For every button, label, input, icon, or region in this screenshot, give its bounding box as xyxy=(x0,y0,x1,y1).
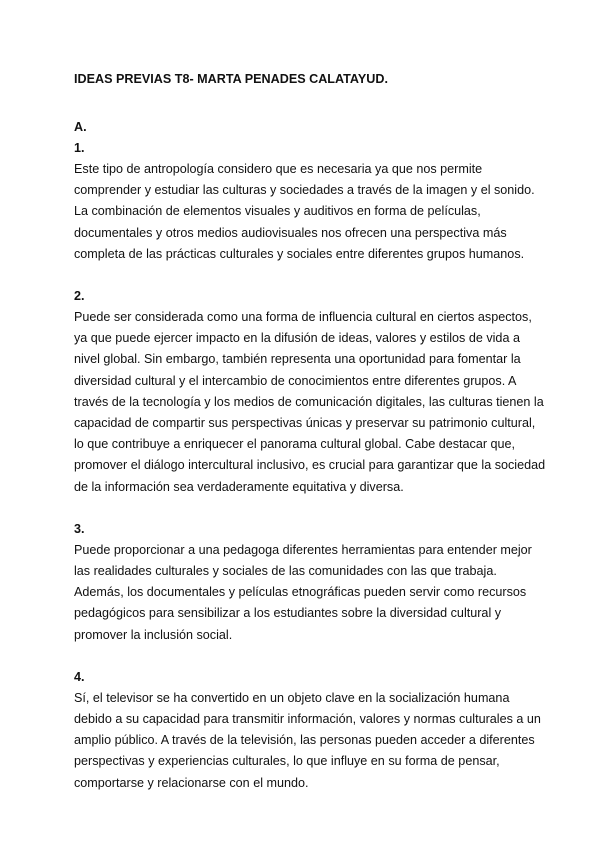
section-letter: A. xyxy=(74,120,87,134)
question-2 xyxy=(74,286,546,498)
question-number: 4. xyxy=(74,669,85,684)
text-line: capacidad de compartir sus perspectivas únicas y preservar su patrimonio cultural, xyxy=(74,416,536,431)
text-line: Además, los documentales y películas etnográficas pueden servir como recursos xyxy=(74,585,527,600)
text-line: Puede ser considerada como una forma de influencia cultural en ciertos aspectos, xyxy=(74,310,532,325)
text-line: las realidades culturales y sociales de las comunidades con las que trabaja. xyxy=(74,564,497,579)
answer-paragraph xyxy=(74,540,534,646)
answer-paragraph xyxy=(74,159,534,265)
text-line: documentales y otros medios audiovisuales nos ofrecen una perspectiva más xyxy=(74,225,507,240)
text-line: debido a su capacidad para transmitir información, valores y normas culturales a un xyxy=(74,712,541,727)
question-3 xyxy=(74,519,534,646)
text-line: nivel global. Sin embargo, también representa una oportunidad para fomentar la xyxy=(74,352,521,367)
text-line: de la información sea verdaderamente equitativa y diversa. xyxy=(74,479,404,494)
question-number: 3. xyxy=(74,521,85,536)
text-line: amplio público. A través de la televisión, las personas pueden acceder a diferentes xyxy=(74,733,535,748)
text-line: través de la tecnología y los medios de comunicación digitales, las culturas tienen la xyxy=(74,394,544,409)
question-4 xyxy=(74,667,541,794)
answer-paragraph xyxy=(74,688,541,794)
text-line: Puede proporcionar a una pedagoga diferentes herramientas para entender mejor xyxy=(74,542,532,557)
text-line: La combinación de elementos visuales y auditivos en forma de películas, xyxy=(74,204,481,219)
text-line: Este tipo de antropología considero que es necesaria ya que nos permite xyxy=(74,162,483,176)
document-title: IDEAS PREVIAS T8- MARTA PENADES CALATAYUD. xyxy=(74,72,388,86)
text-line: promover la inclusión social. xyxy=(74,627,233,642)
text-line: pedagógicos para sensibilizar a los estudiantes sobre la diversidad cultural y xyxy=(74,606,502,621)
text-line: diversidad cultural y el intercambio de conocimientos entre diferentes grupos. A xyxy=(74,373,517,388)
question-number: 2. xyxy=(74,289,85,304)
document-content xyxy=(74,69,546,794)
answer-paragraph xyxy=(74,307,546,498)
text-line: ya que puede ejercer impacto en la difusión de ideas, valores y estilos de vida a xyxy=(74,331,520,346)
text-line: perspectivas y experiencias culturales, lo que influye en su forma de pensar, xyxy=(74,754,500,769)
question-1 xyxy=(74,138,534,265)
text-line: Sí, el televisor se ha convertido en un objeto clave en la socialización humana xyxy=(74,690,510,705)
text-line: completa de las prácticas culturales y sociales entre diferentes grupos humanos. xyxy=(74,246,525,261)
question-number: 1. xyxy=(74,141,85,155)
text-line: comprender y estudiar las culturas y sociedades a través de la imagen y el sonido. xyxy=(74,183,535,198)
text-line: comportarse y relacionarse con el mundo. xyxy=(74,775,309,790)
text-line: promover el diálogo intercultural inclusivo, es crucial para garantizar que la sociedad xyxy=(74,458,546,473)
text-line: lo que contribuye a enriquecer el panorama cultural global. Cabe destacar que, xyxy=(74,437,516,452)
